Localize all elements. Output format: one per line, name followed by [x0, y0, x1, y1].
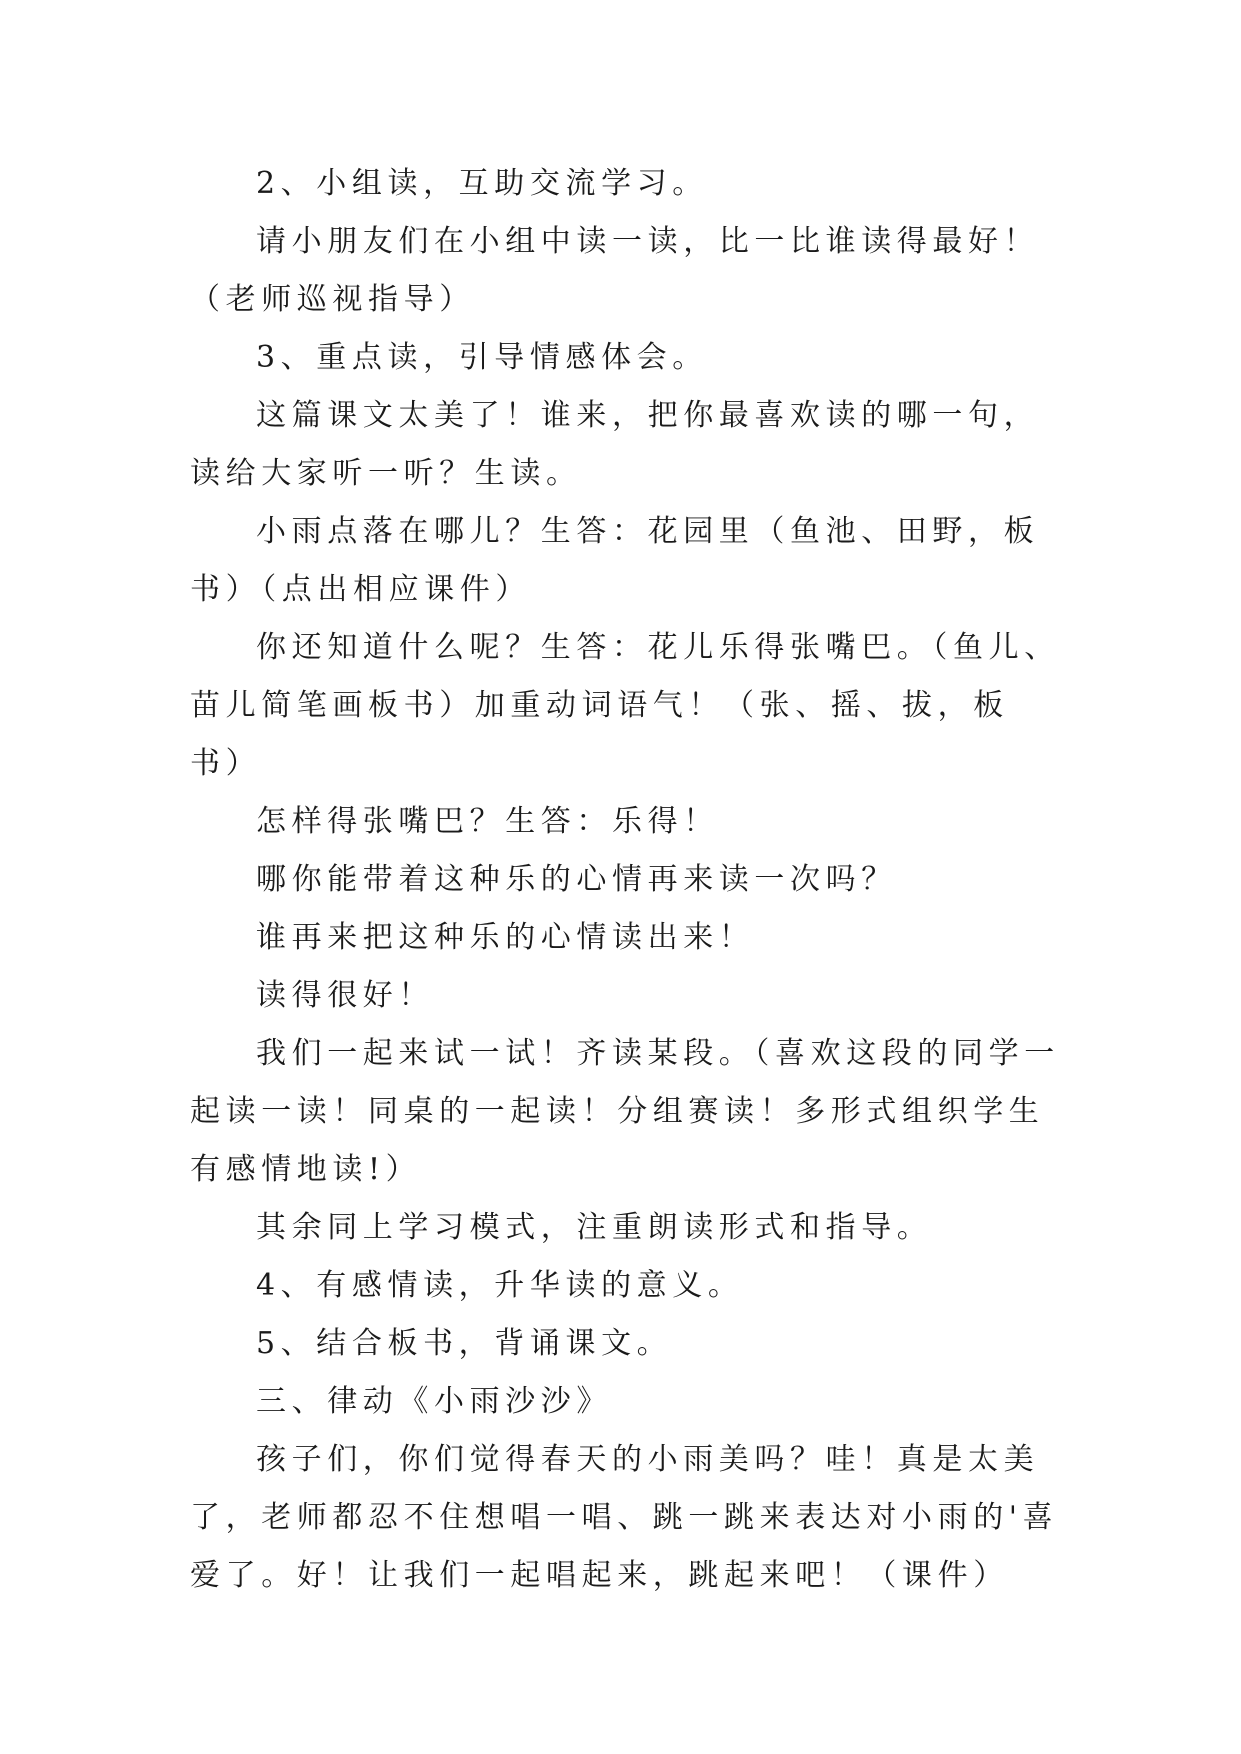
- paragraph-well-read: 读得很好！: [256, 978, 434, 1013]
- paragraph-section-5-heading: 5、结合板书，背诵课文。: [256, 1326, 673, 1361]
- document-body: [190, 155, 1060, 1605]
- paragraph-section-3-heading: 3、重点读，引导情感体会。: [256, 340, 708, 375]
- paragraph-who-reads: 谁再来把这种乐的心情读出来！: [256, 920, 755, 955]
- paragraph-read-again: 哪你能带着这种乐的心情再来读一次吗？: [256, 862, 897, 897]
- paragraph-how-open-mouth: 怎样得张嘴巴？生答：乐得！: [256, 804, 719, 839]
- paragraph-part-3-heading: 三、律动《小雨沙沙》: [256, 1384, 612, 1419]
- paragraph-read-together: 我们一起来试一试！齐读某段。（喜欢这段的同学一起读一读！同桌的一起读！分组赛读！多形式组织学生有感情地读!）: [190, 1036, 1060, 1187]
- paragraph-section-4-heading: 4、有感情读，升华读的意义。: [256, 1268, 744, 1303]
- paragraph-rest-same-mode: 其余同上学习模式，注重朗读形式和指导。: [256, 1210, 933, 1245]
- paragraph-what-else: 你还知道什么呢？生答：花儿乐得张嘴巴。（鱼儿、苗儿简笔画板书）加重动词语气！（张、摇、拔，板书）: [190, 630, 1060, 781]
- paragraph-group-reading: 请小朋友们在小组中读一读，比一比谁读得最好！（老师巡视指导）: [190, 224, 1040, 317]
- paragraph-section-2-heading: 2、小组读，互助交流学习。: [256, 166, 708, 201]
- paragraph-favorite-sentence: 这篇课文太美了！谁来，把你最喜欢读的哪一句，读给大家听一听？生读。: [190, 398, 1040, 491]
- paragraph-spring-rain: 孩子们，你们觉得春天的小雨美吗？哇！真是太美了，老师都忍不住想唱一唱、跳一跳来表达对小雨的'喜爱了。好！让我们一起唱起来，跳起来吧！（课件）: [190, 1442, 1059, 1593]
- paragraph-where-raindrops: 小雨点落在哪儿？生答：花园里（鱼池、田野，板书）（点出相应课件）: [190, 514, 1040, 607]
